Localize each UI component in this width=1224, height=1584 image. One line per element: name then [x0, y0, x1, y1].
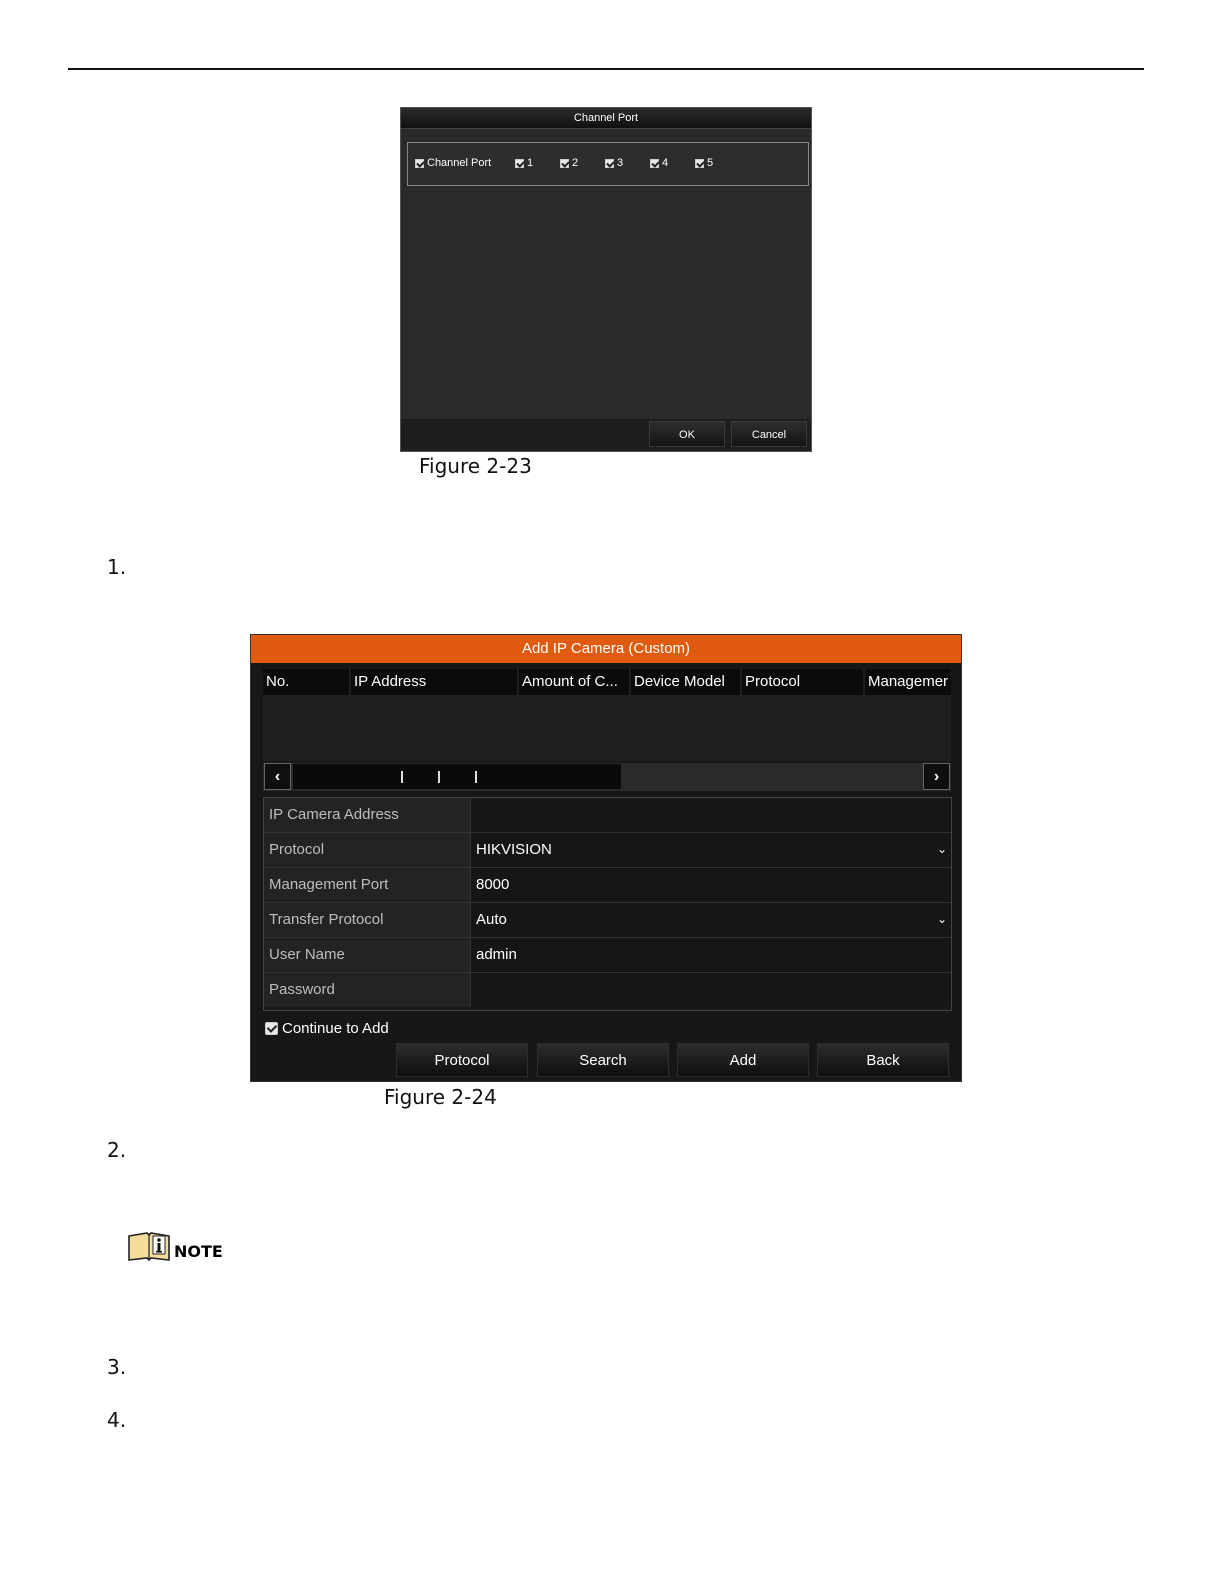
- cancel-button[interactable]: Cancel: [731, 421, 807, 447]
- figure-caption: Figure 2-24: [384, 1085, 497, 1109]
- protocol-button[interactable]: Protocol: [396, 1043, 528, 1077]
- grip-line: [401, 771, 403, 783]
- management-port-row: [264, 868, 951, 903]
- field-label: User Name: [264, 938, 471, 972]
- management-port-input[interactable]: 8000: [471, 868, 951, 902]
- continue-to-add-checkbox[interactable]: [265, 1020, 389, 1037]
- note-label: NOTE: [174, 1242, 223, 1261]
- select-value: Auto: [476, 911, 507, 928]
- column-header-protocol[interactable]: Protocol: [742, 669, 863, 695]
- protocol-row: [264, 833, 951, 868]
- user-name-row: [264, 938, 951, 973]
- checkbox-checked-icon: [415, 159, 424, 168]
- checkbox-label: 5: [707, 157, 714, 169]
- ip-camera-address-input[interactable]: [471, 798, 951, 832]
- checkbox-label: Continue to Add: [282, 1020, 389, 1037]
- camera-list-table: [263, 669, 951, 761]
- field-label: Transfer Protocol: [264, 903, 471, 937]
- channel-1-checkbox[interactable]: [515, 157, 533, 169]
- checkbox-label: 2: [572, 157, 579, 169]
- checkbox-label: 3: [617, 157, 624, 169]
- figure-caption: Figure 2-23: [419, 454, 532, 478]
- channel-5-checkbox[interactable]: [695, 157, 713, 169]
- checkbox-checked-icon: [560, 159, 569, 168]
- grip-line: [438, 771, 440, 783]
- chevron-down-icon: ⌄: [936, 842, 947, 856]
- checkbox-checked-icon: [650, 159, 659, 168]
- column-header-amount[interactable]: Amount of C...: [519, 669, 629, 695]
- checkbox-label: 1: [527, 157, 534, 169]
- channel-port-group: [407, 142, 809, 186]
- field-label: Management Port: [264, 868, 471, 902]
- grip-line: [475, 771, 477, 783]
- column-header-device-model[interactable]: Device Model: [631, 669, 740, 695]
- checkbox-label: Channel Port: [427, 157, 492, 169]
- field-label: IP Camera Address: [264, 798, 471, 832]
- field-label: Protocol: [264, 833, 471, 867]
- checkbox-label: 4: [662, 157, 669, 169]
- transfer-protocol-row: [264, 903, 951, 938]
- add-ip-camera-dialog: [250, 634, 962, 1082]
- info-book-icon: [127, 1230, 171, 1262]
- step-number: 2.: [107, 1138, 127, 1162]
- note-callout: [127, 1230, 223, 1262]
- channel-2-checkbox[interactable]: [560, 157, 578, 169]
- chevron-right-icon[interactable]: ›: [923, 763, 950, 790]
- password-row: [264, 973, 951, 1008]
- ip-camera-address-row: [264, 798, 951, 833]
- step-number: 1.: [107, 555, 127, 579]
- channel-3-checkbox[interactable]: [605, 157, 623, 169]
- chevron-down-icon: ⌄: [936, 912, 947, 926]
- add-button[interactable]: Add: [677, 1043, 809, 1077]
- header-rule: [68, 68, 1144, 70]
- column-header-management[interactable]: Managemer: [865, 669, 951, 695]
- password-input[interactable]: [471, 973, 951, 1007]
- select-value: HIKVISION: [476, 841, 552, 858]
- horizontal-scrollbar[interactable]: [263, 763, 951, 791]
- dialog-title: Add IP Camera (Custom): [251, 635, 961, 663]
- channel-4-checkbox[interactable]: [650, 157, 668, 169]
- protocol-select[interactable]: [471, 833, 951, 867]
- column-header-no[interactable]: No.: [263, 669, 349, 695]
- channel-port-dialog: [400, 107, 812, 452]
- step-number: 4.: [107, 1408, 127, 1432]
- field-label: Password: [264, 973, 471, 1007]
- camera-settings-form: [263, 797, 952, 1011]
- back-button[interactable]: Back: [817, 1043, 949, 1077]
- search-button[interactable]: Search: [537, 1043, 669, 1077]
- column-header-ip-address[interactable]: IP Address: [351, 669, 517, 695]
- ok-button[interactable]: OK: [649, 421, 725, 447]
- scrollbar-thumb[interactable]: [293, 764, 621, 789]
- dialog-title: Channel Port: [401, 108, 811, 129]
- checkbox-checked-icon: [515, 159, 524, 168]
- checkbox-checked-icon: [265, 1022, 278, 1035]
- checkbox-checked-icon: [605, 159, 614, 168]
- step-number: 3.: [107, 1355, 127, 1379]
- chevron-left-icon[interactable]: ‹: [264, 763, 291, 790]
- transfer-protocol-select[interactable]: [471, 903, 951, 937]
- channel-port-checkbox[interactable]: [415, 157, 491, 169]
- user-name-input[interactable]: admin: [471, 938, 951, 972]
- checkbox-checked-icon: [695, 159, 704, 168]
- dialog-footer: [401, 419, 811, 451]
